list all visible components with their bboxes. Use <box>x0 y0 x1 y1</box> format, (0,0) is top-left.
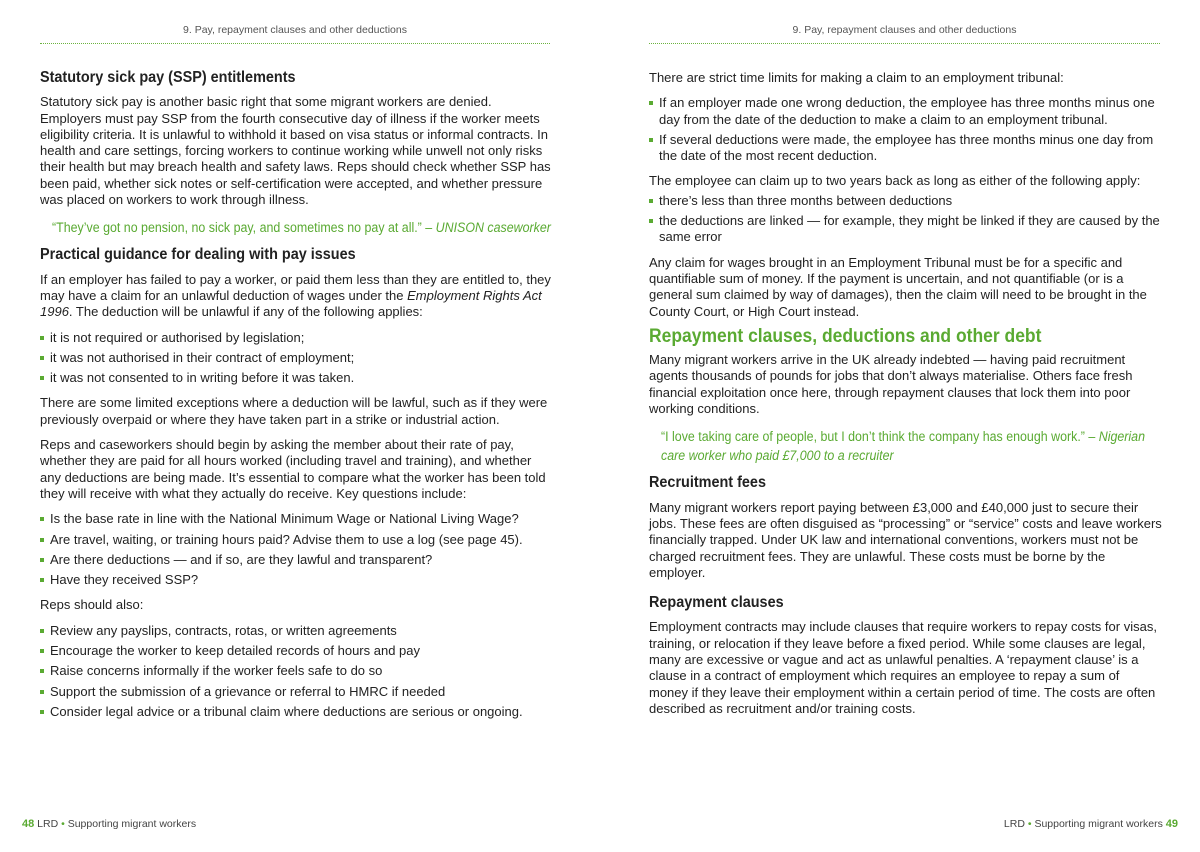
left-page-content <box>40 70 552 729</box>
list-item: If an employer made one wrong deduction, the employee has three months minus one day from the date of the deduction to make a claim to an employment tribunal. <box>649 95 1162 128</box>
two-years-list <box>649 193 1162 246</box>
running-head-right: 9. Pay, repayment clauses and other deductions <box>792 24 1017 36</box>
quote-care-worker-text: “I love taking care of people, but I don’t think the company has enough work.” – <box>661 429 1096 445</box>
clauses-paragraph: Employment contracts may include clauses that require workers to repay costs for visas, training, or relocation if they leave before a fixed period. While some clauses are legal, many are excessive or vague and act as unlawful penalties. A ‘repayment clause’ is a clause in a contract of employment which requires an employee to repay a sum of money if they leave their employment within a certain period of time. The costs are often described as recruitment and/or training costs. <box>649 619 1157 716</box>
unlawful-conditions-list <box>40 330 552 387</box>
list-item: If several deductions were made, the employee has three months minus one day from the date of the most recent deduction. <box>649 132 1162 165</box>
guidance-paragraph-part-a: If an employer has failed to pay a worker, or paid them less than they are entitled to, they may have a claim for an unlawful deduction of wages under the <box>40 271 551 303</box>
reps-actions-list <box>40 623 552 720</box>
ssp-heading: Statutory sick pay (SSP) entitlements <box>40 69 296 86</box>
footer-right <box>1004 818 1178 830</box>
quote-unison-text: “They’ve got no pension, no sick pay, and sometimes no pay at all.” – <box>52 220 433 236</box>
exceptions-paragraph: There are some limited exceptions where a deduction will be lawful, such as if they were previously overpaid or where they have taken part in a strike or industrial action. <box>40 395 548 427</box>
footer-title: Supporting migrant workers <box>1034 818 1163 830</box>
right-page-content <box>649 70 1162 726</box>
two-years-paragraph: The employee can claim up to two years back as long as either of the following apply: <box>649 173 1141 189</box>
act-name: Employment Rights Act 1996 <box>40 287 542 320</box>
reps-paragraph: Reps and caseworkers should begin by asking the member about their rate of pay, whether they are paid for all hours worked (including travel and training), and whether any deductions are being made. It’s essential to compare what the worker has been told they will receive with what they actually do receive. Key questions include: <box>40 437 546 501</box>
footer-left <box>22 818 196 830</box>
list-item: it was not authorised in their contract of employment; <box>40 350 552 366</box>
list-item: Raise concerns informally if the worker feels safe to do so <box>40 663 552 679</box>
fees-paragraph: Many migrant workers report paying between £3,000 and £40,000 just to secure their jobs. These fees are often disguised as “processing” or “service” costs and leave workers financially trapped. Under UK law and international conventions, workers must not be charged recruitment fees. They are unlawful. These costs must be borne by the employer. <box>649 499 1162 580</box>
claim-paragraph: Any claim for wages brought in an Employment Tribunal must be for a specific and quantifiable sum of money. If the payment is uncertain, and not quantifiable (or is a general sum claimed by way of damages), then the claim will need to be brought in the County Court, or High Court instead. <box>649 254 1147 319</box>
quote-unison <box>52 218 561 237</box>
quote-care-worker-source: Nigerian care worker who paid £7,000 to a recruiter <box>661 429 1146 464</box>
footer-publisher: LRD <box>1003 818 1025 830</box>
ssp-paragraph: Statutory sick pay is another basic right that some migrant workers are denied. Employers must pay SSP from the fourth consecutive day of illness if the worker meets eligibility criteria. It is unlawful to withhold it based on visa status or informal contracts. In health and care settings, forcing workers to continue working while unwell not only risks their health but may breach health and safety laws. Reps should check whether SSP has been paid, whether sick notes or self-certification were accepted, and whether pressure was placed on workers to work through illness. <box>40 94 551 208</box>
list-item: Are travel, waiting, or training hours paid? Advise them to use a log (see page 45). <box>40 532 552 548</box>
running-head-left: 9. Pay, repayment clauses and other deductions <box>183 24 407 36</box>
repayment-paragraph: Many migrant workers arrive in the UK already indebted — having paid recruitment agents thousands of pounds for jobs that don’t always materialise. Others face fresh financial exploitation once here, through repayment clauses that lock them into poor working conditions. <box>649 352 1133 417</box>
list-item: Are there deductions — and if so, are they lawful and transparent? <box>40 552 552 568</box>
list-item: it was not consented to in writing before it was taken. <box>40 370 552 386</box>
fees-heading: Recruitment fees <box>649 474 766 492</box>
key-questions-list <box>40 511 552 588</box>
reps-also-label: Reps should also: <box>40 597 144 613</box>
footer-separator: • <box>61 818 65 830</box>
guidance-heading: Practical guidance for dealing with pay issues <box>40 246 356 264</box>
header-rule-left <box>40 43 550 44</box>
list-item: there’s less than three months between deductions <box>649 193 1162 209</box>
list-item: Encourage the worker to keep detailed records of hours and pay <box>40 643 552 659</box>
time-limits-paragraph: There are strict time limits for making a claim to an employment tribunal: <box>649 70 1064 85</box>
list-item: the deductions are linked — for example, they might be linked if they are caused by the same error <box>649 213 1162 246</box>
quote-unison-source: UNISON caseworker <box>435 220 551 236</box>
guidance-paragraph-part-b: . The deduction will be unlawful if any of the following applies: <box>68 304 423 320</box>
time-limits-list <box>649 95 1162 164</box>
list-item: Have they received SSP? <box>40 572 552 588</box>
list-item: Review any payslips, contracts, rotas, or written agreements <box>40 623 552 639</box>
list-item: Support the submission of a grievance or referral to HMRC if needed <box>40 684 552 700</box>
footer-separator: • <box>1027 818 1032 830</box>
page-number-right: 49 <box>1165 818 1178 830</box>
list-item: Consider legal advice or a tribunal claim where deductions are serious or ongoing. <box>40 704 552 720</box>
footer-publisher: LRD <box>37 818 59 830</box>
list-item: it is not required or authorised by legislation; <box>40 330 552 346</box>
quote-care-worker <box>661 427 1171 465</box>
header-rule-right <box>649 43 1160 44</box>
repayment-heading: Repayment clauses, deductions and other debt <box>649 325 1042 347</box>
list-item: Is the base rate in line with the National Minimum Wage or National Living Wage? <box>40 511 552 527</box>
guidance-paragraph <box>40 272 552 321</box>
clauses-heading: Repayment clauses <box>649 594 784 612</box>
footer-title: Supporting migrant workers <box>67 818 197 830</box>
right-page <box>600 0 1200 852</box>
page-number-left: 48 <box>22 818 35 830</box>
